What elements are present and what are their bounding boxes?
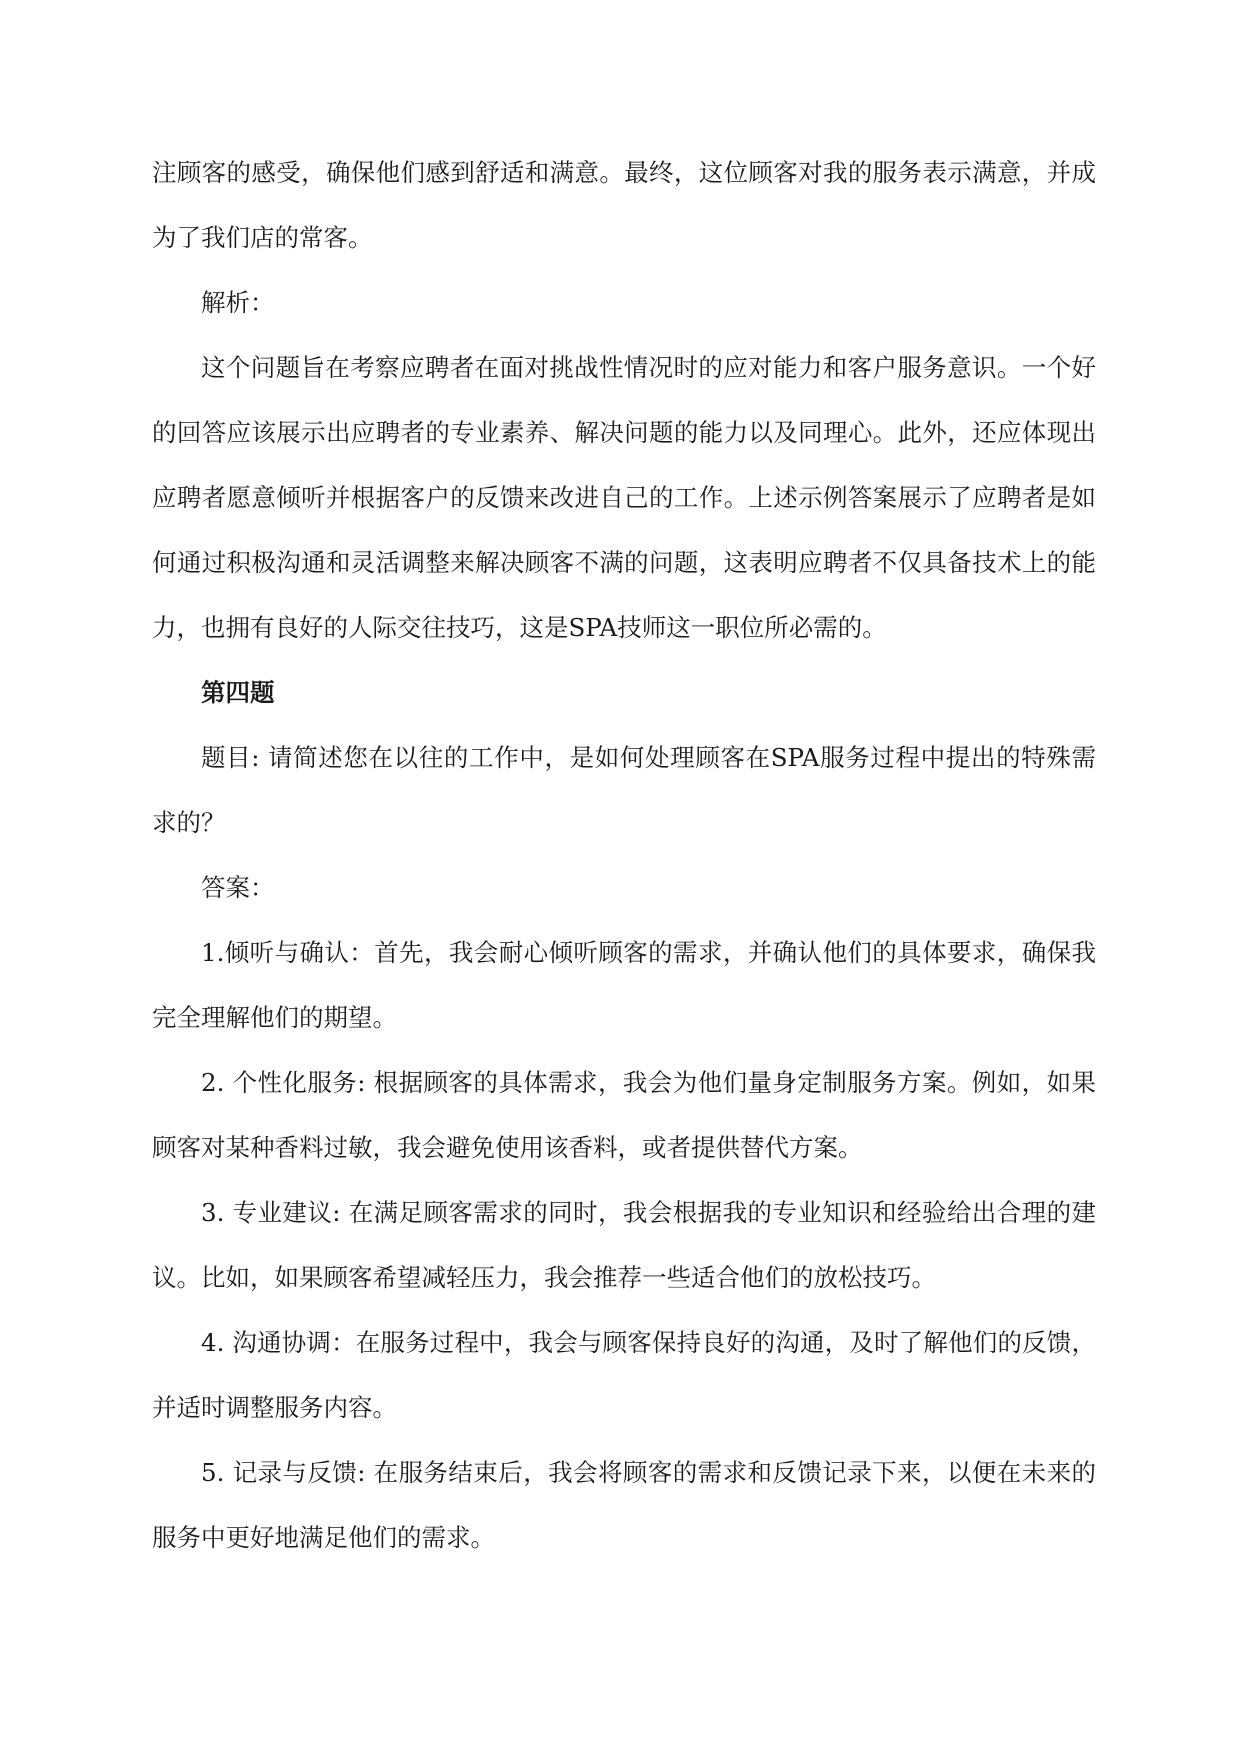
answer-item-4: 4. 沟通协调：在服务过程中，我会与顾客保持良好的沟通，及时了解他们的反馈，并适时调整服务内容。 [152,1328,1096,1422]
answer-item-1: 1.倾听与确认：首先，我会耐心倾听顾客的需求，并确认他们的具体要求，确保我完全理解他们的期望。 [152,938,1096,1032]
continuation-paragraph: 注顾客的感受，确保他们感到舒适和满意。最终，这位顾客对我的服务表示满意，并成为了我们店的常客。 [152,158,1096,252]
answer-label: 答案： [201,873,275,902]
question-heading: 第四题 [201,678,275,707]
analysis-paragraph: 这个问题旨在考察应聘者在面对挑战性情况时的应对能力和客户服务意识。一个好的回答应该展示出应聘者的专业素养、解决问题的能力以及同理心。此外，还应体现出应聘者愿意倾听并根据客户的反馈来改进自己的工作。上述示例答案展示了应聘者是如何通过积极沟通和灵活调整来解决顾客不满的问题，这表明应聘者不仅具备技术上的能力，也拥有良好的人际交往技巧，这是SPA技师这一职位所必需的。 [152,353,1096,642]
analysis-label: 解析： [201,288,275,317]
document-body [152,140,1096,1570]
question-paragraph: 题目: 请简述您在以往的工作中，是如何处理顾客在SPA服务过程中提出的特殊需求的？ [152,743,1096,837]
answer-item-2: 2. 个性化服务: 根据顾客的具体需求，我会为他们量身定制服务方案。例如，如果顾客对某种香料过敏，我会避免使用该香料，或者提供替代方案。 [152,1068,1096,1162]
answer-item-3: 3. 专业建议: 在满足顾客需求的同时，我会根据我的专业知识和经验给出合理的建议。比如，如果顾客希望减轻压力，我会推荐一些适合他们的放松技巧。 [152,1198,1096,1292]
answer-item-5: 5. 记录与反馈: 在服务结束后，我会将顾客的需求和反馈记录下来，以便在未来的服务中更好地满足他们的需求。 [152,1458,1096,1552]
